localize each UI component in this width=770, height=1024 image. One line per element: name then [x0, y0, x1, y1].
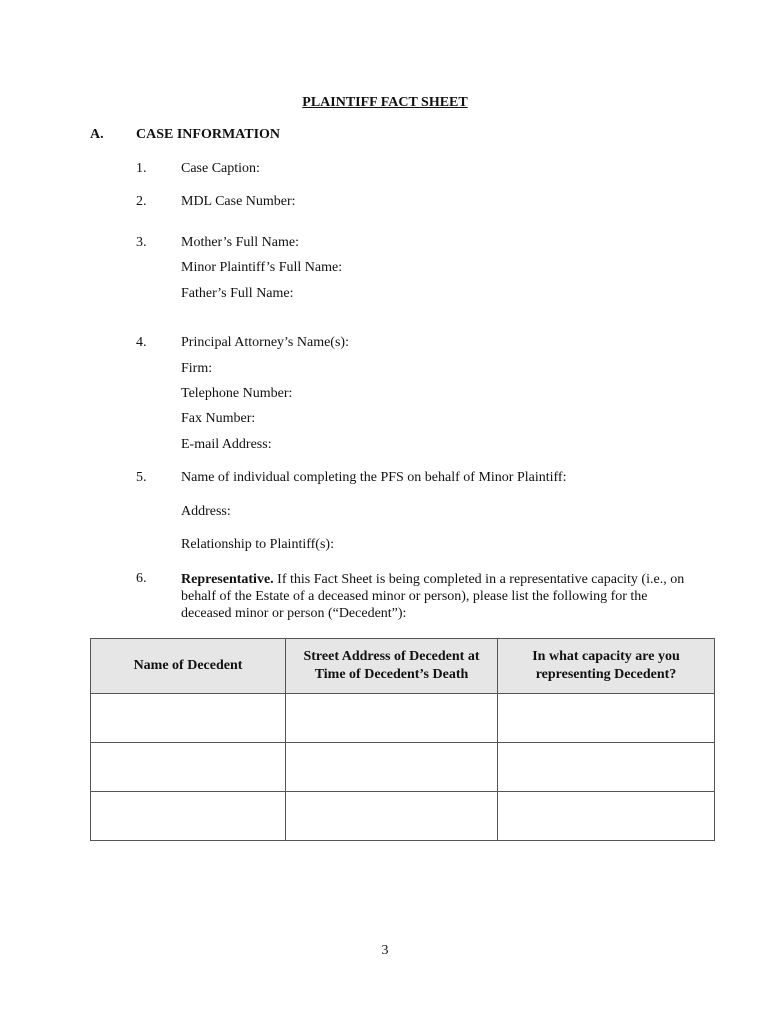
decedent-name-cell[interactable] [91, 694, 286, 743]
item-number: 2. [136, 194, 147, 209]
decedent-address-cell[interactable] [286, 792, 498, 841]
email-label: E-mail Address: [181, 437, 272, 452]
section-letter: A. [90, 127, 104, 142]
minor-plaintiff-name-label: Minor Plaintiff’s Full Name: [181, 260, 343, 275]
telephone-label: Telephone Number: [181, 386, 293, 401]
table-row [91, 694, 715, 743]
capacity-header: In what capacity are you representing Decedent? [498, 639, 715, 694]
decedent-table [90, 638, 715, 841]
table-row [91, 792, 715, 841]
mother-name-label: Mother’s Full Name: [181, 235, 299, 250]
representative-label: Representative. [181, 572, 274, 587]
representative-paragraph [181, 571, 701, 622]
item-number: 4. [136, 335, 147, 350]
decedent-name-cell[interactable] [91, 792, 286, 841]
decedent-address-header: Street Address of Decedent at Time of Decedent’s Death [286, 639, 498, 694]
fax-label: Fax Number: [181, 411, 256, 426]
decedent-name-cell[interactable] [91, 743, 286, 792]
capacity-cell[interactable] [498, 792, 715, 841]
capacity-cell[interactable] [498, 694, 715, 743]
attorney-name-label: Principal Attorney’s Name(s): [181, 335, 349, 350]
table-header-row [91, 639, 715, 694]
document-title: PLAINTIFF FACT SHEET [302, 95, 468, 110]
item-number: 3. [136, 235, 147, 250]
completer-name-label: Name of individual completing the PFS on behalf of Minor Plaintiff: [181, 470, 567, 485]
table-row [91, 743, 715, 792]
item-number: 5. [136, 470, 147, 485]
mdl-case-number-label: MDL Case Number: [181, 194, 296, 209]
decedent-name-header: Name of Decedent [91, 639, 286, 694]
case-caption-label: Case Caption: [181, 161, 260, 176]
item-number: 6. [136, 571, 147, 586]
decedent-address-cell[interactable] [286, 743, 498, 792]
representative-text: If this Fact Sheet is being completed in a representative capacity (i.e., on behalf of the Estate of a deceased minor or person), please list the following for the deceased minor or person (“Decedent”): [181, 572, 685, 621]
page-number: 3 [381, 943, 389, 958]
address-label: Address: [181, 504, 231, 519]
capacity-cell[interactable] [498, 743, 715, 792]
firm-label: Firm: [181, 361, 213, 376]
item-number: 1. [136, 161, 147, 176]
decedent-address-cell[interactable] [286, 694, 498, 743]
relationship-label: Relationship to Plaintiff(s): [181, 537, 334, 552]
section-heading: CASE INFORMATION [136, 127, 281, 142]
father-name-label: Father’s Full Name: [181, 286, 294, 301]
